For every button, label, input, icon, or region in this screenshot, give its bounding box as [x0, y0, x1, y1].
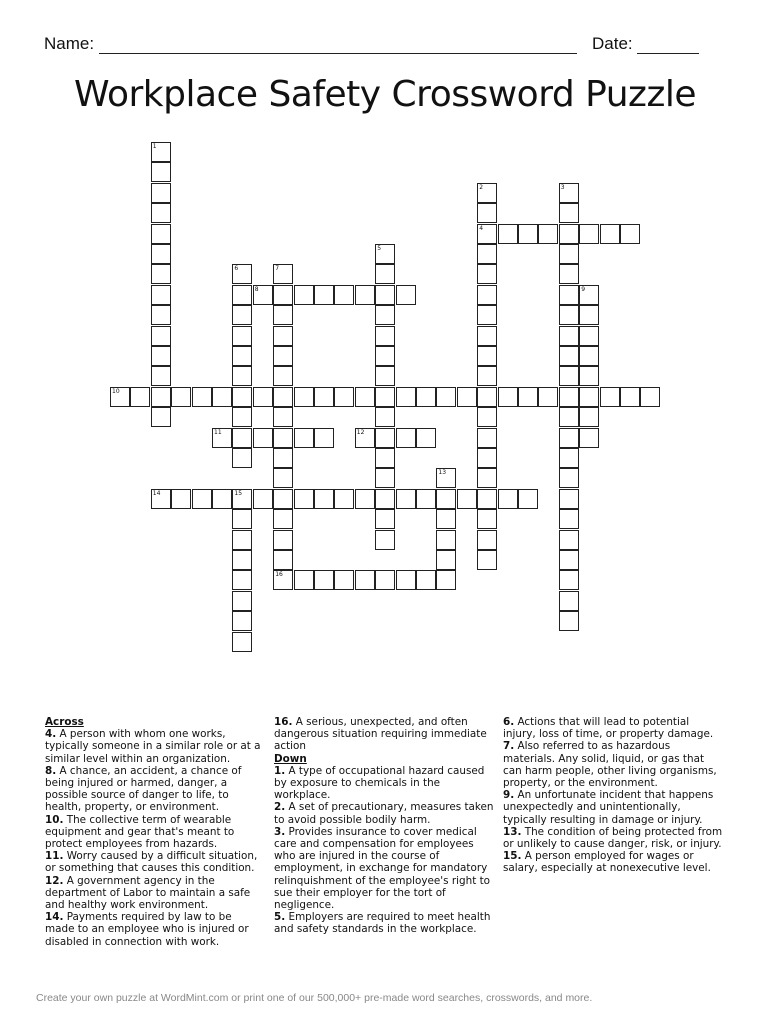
grid-cell[interactable] — [294, 285, 314, 305]
grid-cell[interactable] — [477, 366, 497, 386]
clue-item — [274, 801, 496, 825]
grid-cell[interactable] — [294, 387, 314, 407]
grid-cell[interactable] — [620, 387, 640, 407]
grid-cell[interactable] — [477, 183, 497, 203]
grid-cell[interactable] — [559, 366, 579, 386]
clue-number: 1. — [274, 764, 286, 777]
grid-cell[interactable] — [579, 224, 599, 244]
grid-cell[interactable] — [171, 489, 191, 509]
grid-cell[interactable] — [314, 387, 334, 407]
clue-number-label: 12 — [356, 428, 365, 436]
grid-cell[interactable] — [253, 428, 273, 448]
grid-cell[interactable] — [559, 285, 579, 305]
clue-number: 7. — [503, 740, 515, 753]
grid-cell[interactable] — [436, 509, 456, 529]
grid-cell[interactable] — [294, 428, 314, 448]
grid-cell[interactable] — [477, 346, 497, 366]
clue-number: 6. — [503, 716, 515, 728]
grid-cell[interactable] — [334, 570, 354, 590]
grid-cell[interactable] — [355, 428, 375, 448]
grid-cell[interactable] — [518, 489, 538, 509]
grid-cell[interactable] — [477, 428, 497, 448]
grid-cell[interactable] — [334, 387, 354, 407]
grid-cell[interactable] — [151, 142, 171, 162]
grid-cell[interactable] — [375, 346, 395, 366]
grid-cell[interactable] — [253, 489, 273, 509]
grid-cell[interactable] — [151, 203, 171, 223]
clue-number: 15. — [503, 850, 522, 863]
down-clue-list — [274, 765, 496, 936]
clue-number: 9. — [503, 789, 515, 802]
clue-number-label: 1 — [152, 143, 157, 150]
clue-number-label: 15 — [234, 489, 243, 497]
clue-text: The collective term of wearable equipment and gear that's meant to protect employees from hazards. — [45, 813, 235, 851]
grid-cell[interactable] — [232, 632, 252, 652]
grid-cell[interactable] — [273, 428, 293, 448]
clue-number: 4. — [45, 728, 57, 741]
grid-cell[interactable] — [477, 509, 497, 529]
grid-cell[interactable] — [253, 387, 273, 407]
clue-item — [45, 765, 263, 814]
grid-cell[interactable] — [477, 387, 497, 407]
clue-number-label: 6 — [234, 265, 239, 273]
grid-cell[interactable] — [477, 203, 497, 223]
grid-cell[interactable] — [559, 468, 579, 488]
grid-cell[interactable] — [477, 285, 497, 305]
grid-cell[interactable] — [151, 264, 171, 284]
clue-number-label: 3 — [560, 183, 565, 191]
grid-cell[interactable] — [273, 346, 293, 366]
grid-cell[interactable] — [416, 387, 436, 407]
grid-cell[interactable] — [375, 407, 395, 427]
grid-cell[interactable] — [396, 570, 416, 590]
grid-cell[interactable] — [151, 305, 171, 325]
grid-cell[interactable] — [559, 591, 579, 611]
grid-cell[interactable] — [620, 224, 640, 244]
grid-cell[interactable] — [232, 346, 252, 366]
clue-number: 8. — [45, 764, 57, 777]
grid-cell[interactable] — [375, 428, 395, 448]
grid-cell[interactable] — [579, 346, 599, 366]
clue-number-label: 4 — [479, 224, 484, 232]
clue-text: Provides insurance to cover medical care and compensation for employees who are injured in the course of employment, in exchange for mandatory relinquishment of the employee's right to sue their employer for the tort of negligence. — [274, 825, 491, 912]
grid-cell[interactable] — [151, 346, 171, 366]
clue-item — [503, 740, 725, 789]
grid-cell[interactable] — [294, 489, 314, 509]
clue-text: Actions that will lead to potential injury, loss of time, or property damage. — [503, 716, 714, 741]
grid-cell[interactable] — [518, 224, 538, 244]
grid-cell[interactable] — [151, 244, 171, 264]
grid-cell[interactable] — [273, 509, 293, 529]
grid-cell[interactable] — [151, 162, 171, 182]
grid-cell[interactable] — [273, 264, 293, 284]
grid-cell[interactable] — [151, 326, 171, 346]
grid-cell[interactable] — [375, 509, 395, 529]
grid-cell[interactable] — [559, 489, 579, 509]
grid-cell[interactable] — [232, 489, 252, 509]
grid-cell[interactable] — [273, 570, 293, 590]
clue-item — [45, 875, 263, 912]
grid-cell[interactable] — [498, 489, 518, 509]
clue-text: A chance, an accident, a chance of being injured or harmed, danger, a possible source of danger to life, to health, property, or environment. — [45, 764, 242, 814]
grid-cell[interactable] — [538, 224, 558, 244]
clue-item — [274, 911, 496, 935]
grid-cell[interactable] — [232, 366, 252, 386]
grid-cell[interactable] — [314, 285, 334, 305]
name-label: Name: — [44, 34, 95, 53]
grid-cell[interactable] — [334, 285, 354, 305]
grid-cell[interactable] — [457, 387, 477, 407]
grid-cell[interactable] — [579, 285, 599, 305]
clue-item — [274, 716, 496, 753]
grid-cell[interactable] — [477, 448, 497, 468]
grid-cell[interactable] — [579, 428, 599, 448]
down-heading: Down — [274, 752, 307, 765]
grid-cell[interactable] — [273, 448, 293, 468]
clue-item — [503, 716, 725, 740]
grid-cell[interactable] — [559, 244, 579, 264]
grid-cell[interactable] — [477, 326, 497, 346]
grid-cell[interactable] — [477, 264, 497, 284]
grid-cell[interactable] — [232, 509, 252, 529]
grid-cell[interactable] — [273, 305, 293, 325]
grid-cell[interactable] — [416, 489, 436, 509]
clue-text: Employers are required to meet health and safety standards in the workplace. — [274, 911, 491, 936]
grid-cell[interactable] — [232, 285, 252, 305]
grid-cell[interactable] — [130, 387, 150, 407]
grid-cell[interactable] — [396, 489, 416, 509]
clue-text: Payments required by law to be made to an employee who is injured or disabled in connection with work. — [45, 911, 249, 948]
grid-cell[interactable] — [538, 387, 558, 407]
grid-cell[interactable] — [457, 489, 477, 509]
grid-cell[interactable] — [498, 387, 518, 407]
grid-cell[interactable] — [355, 489, 375, 509]
clue-number: 3. — [274, 825, 286, 838]
grid-cell[interactable] — [273, 550, 293, 570]
grid-cell[interactable] — [477, 489, 497, 509]
grid-cell[interactable] — [232, 448, 252, 468]
grid-cell[interactable] — [212, 489, 232, 509]
grid-cell[interactable] — [171, 387, 191, 407]
grid-cell[interactable] — [436, 550, 456, 570]
grid-cell[interactable] — [436, 387, 456, 407]
clue-number-label: 5 — [377, 245, 382, 252]
clue-number-label: 8 — [254, 285, 259, 293]
clue-number-label: 2 — [479, 183, 484, 191]
clue-item — [45, 728, 263, 765]
grid-cell[interactable] — [559, 305, 579, 325]
grid-cell[interactable] — [559, 346, 579, 366]
grid-cell[interactable] — [477, 550, 497, 570]
clue-number: 16. — [274, 716, 293, 728]
grid-cell[interactable] — [273, 489, 293, 509]
grid-cell[interactable] — [477, 407, 497, 427]
grid-cell[interactable] — [314, 570, 334, 590]
footer-text: Create your own puzzle at WordMint.com or print one of our 500,000+ pre-made word searches, crosswords, and more. — [36, 992, 593, 1004]
clue-item — [503, 850, 725, 874]
clue-number: 13. — [503, 825, 522, 838]
grid-cell[interactable] — [192, 387, 212, 407]
grid-cell[interactable] — [314, 428, 334, 448]
grid-cell[interactable] — [212, 387, 232, 407]
clues-column-3 — [503, 716, 725, 875]
grid-cell[interactable] — [559, 428, 579, 448]
clue-text: Worry caused by a difficult situation, or something that causes this condition. — [45, 850, 258, 875]
clue-text: A person with whom one works, typically someone in a similar role or at a similar level within an organization. — [45, 728, 261, 765]
grid-cell[interactable] — [559, 407, 579, 427]
grid-cell[interactable] — [273, 407, 293, 427]
clue-number-label: 16 — [275, 571, 283, 579]
grid-cell[interactable] — [151, 183, 171, 203]
clue-number: 10. — [45, 813, 64, 826]
grid-cell[interactable] — [579, 387, 599, 407]
grid-cell[interactable] — [151, 366, 171, 386]
grid-cell[interactable] — [273, 468, 293, 488]
grid-cell[interactable] — [559, 264, 579, 284]
clue-text: A serious, unexpected, and often dangerous situation requiring immediate action — [274, 716, 487, 753]
grid-cell[interactable] — [375, 387, 395, 407]
grid-cell[interactable] — [559, 570, 579, 590]
grid-cell[interactable] — [416, 570, 436, 590]
grid-cell[interactable] — [314, 489, 334, 509]
grid-cell[interactable] — [375, 326, 395, 346]
grid-cell[interactable] — [396, 285, 416, 305]
grid-cell[interactable] — [518, 387, 538, 407]
grid-cell[interactable] — [192, 489, 212, 509]
grid-cell[interactable] — [498, 224, 518, 244]
clue-item — [274, 765, 496, 802]
grid-cell[interactable] — [375, 570, 395, 590]
grid-cell[interactable] — [375, 244, 395, 264]
grid-cell[interactable] — [375, 448, 395, 468]
grid-cell[interactable] — [355, 570, 375, 590]
grid-cell[interactable] — [559, 530, 579, 550]
grid-cell[interactable] — [559, 387, 579, 407]
grid-cell[interactable] — [640, 387, 660, 407]
clues-column-1 — [45, 716, 263, 948]
clue-number: 12. — [45, 874, 64, 887]
page-title: Workplace Safety Crossword Puzzle — [73, 74, 696, 115]
grid-cell[interactable] — [559, 224, 579, 244]
clue-text: An unfortunate incident that happens unexpectedly and unintentionally, typically resulting in damage or injury. — [503, 789, 714, 826]
clue-number-label: 13 — [438, 469, 447, 477]
grid-cell[interactable] — [232, 611, 252, 631]
grid-cell[interactable] — [273, 285, 293, 305]
grid-cell[interactable] — [232, 530, 252, 550]
across-heading: Across — [45, 716, 84, 728]
grid-cell[interactable] — [436, 570, 456, 590]
clue-item — [45, 850, 263, 874]
grid-cell[interactable] — [396, 428, 416, 448]
clue-number-label: 10 — [112, 387, 120, 395]
clue-text: A set of precautionary, measures taken to avoid possible bodily harm. — [274, 801, 494, 826]
clue-text: A type of occupational hazard caused by exposure to chemicals in the workplace. — [274, 764, 485, 802]
clue-item — [45, 911, 263, 948]
clues-column-2 — [274, 716, 496, 936]
clue-item — [503, 826, 725, 850]
clue-number-label: 9 — [581, 285, 586, 293]
clue-text: A person employed for wages or salary, especially at nonexecutive level. — [503, 850, 711, 875]
grid-cell[interactable] — [375, 366, 395, 386]
grid-cell[interactable] — [253, 285, 273, 305]
grid-cell[interactable] — [477, 305, 497, 325]
grid-cell[interactable] — [375, 489, 395, 509]
grid-cell[interactable] — [232, 264, 252, 284]
grid-cell[interactable] — [151, 285, 171, 305]
grid-cell[interactable] — [396, 387, 416, 407]
grid-cell[interactable] — [579, 305, 599, 325]
grid-cell[interactable] — [232, 591, 252, 611]
grid-cell[interactable] — [579, 326, 599, 346]
grid-cell[interactable] — [334, 489, 354, 509]
clue-number: 11. — [45, 850, 64, 863]
grid-cell[interactable] — [232, 326, 252, 346]
grid-cell[interactable] — [477, 530, 497, 550]
grid-cell[interactable] — [273, 326, 293, 346]
grid-cell[interactable] — [110, 387, 130, 407]
clue-number-label: 7 — [275, 265, 280, 273]
grid-cell[interactable] — [559, 183, 579, 203]
grid-cell[interactable] — [436, 489, 456, 509]
grid-cell[interactable] — [232, 428, 252, 448]
grid-cell[interactable] — [151, 387, 171, 407]
grid-cell[interactable] — [559, 550, 579, 570]
clue-text: The condition of being protected from or unlikely to cause danger, risk, or injury. — [503, 825, 723, 851]
grid-cell[interactable] — [273, 530, 293, 550]
grid-cell[interactable] — [477, 244, 497, 264]
grid-cell[interactable] — [579, 407, 599, 427]
clue-number-label: 11 — [214, 428, 222, 436]
grid-cell[interactable] — [579, 366, 599, 386]
grid-cell[interactable] — [375, 264, 395, 284]
across-clue-list — [45, 728, 263, 948]
grid-cell[interactable] — [232, 387, 252, 407]
clue-text: Also referred to as hazardous materials. Any solid, liquid, or gas that can harm people, other living organisms, property, or the environment. — [503, 740, 717, 790]
grid-cell[interactable] — [151, 407, 171, 427]
grid-cell[interactable] — [273, 366, 293, 386]
clue-number: 5. — [274, 911, 286, 924]
clue-item — [274, 826, 496, 911]
grid-cell[interactable] — [559, 509, 579, 529]
grid-cell[interactable] — [559, 326, 579, 346]
clue-item — [45, 814, 263, 851]
grid-cell[interactable] — [151, 489, 171, 509]
grid-cell[interactable] — [232, 570, 252, 590]
grid-cell[interactable] — [600, 387, 620, 407]
grid-cell[interactable] — [559, 448, 579, 468]
grid-cell[interactable] — [600, 224, 620, 244]
grid-cell[interactable] — [559, 611, 579, 631]
grid-cell[interactable] — [375, 305, 395, 325]
grid-cell[interactable] — [375, 285, 395, 305]
grid-cell[interactable] — [232, 305, 252, 325]
grid-cell[interactable] — [477, 468, 497, 488]
grid-cell[interactable] — [355, 285, 375, 305]
clue-number: 2. — [274, 801, 286, 814]
grid-cell[interactable] — [355, 387, 375, 407]
grid-cell[interactable] — [212, 428, 232, 448]
grid-cell[interactable] — [436, 530, 456, 550]
down-clue-list-continued — [503, 716, 725, 875]
clue-text: A government agency in the department of Labor to maintain a safe and healthy work environment. — [45, 874, 251, 912]
clue-item — [503, 789, 725, 826]
grid-cell[interactable] — [375, 468, 395, 488]
date-label: Date: — [592, 34, 633, 53]
clue-number: 14. — [45, 911, 64, 924]
grid-cell[interactable] — [375, 530, 395, 550]
grid-cell[interactable] — [232, 550, 252, 570]
grid-cell[interactable] — [294, 570, 314, 590]
grid-cell[interactable] — [436, 468, 456, 488]
grid-cell[interactable] — [559, 203, 579, 223]
grid-cell[interactable] — [477, 224, 497, 244]
grid-cell[interactable] — [273, 387, 293, 407]
grid-cell[interactable] — [232, 407, 252, 427]
grid-cell[interactable] — [416, 428, 436, 448]
clue-number-label: 14 — [152, 489, 161, 497]
grid-cell[interactable] — [151, 224, 171, 244]
